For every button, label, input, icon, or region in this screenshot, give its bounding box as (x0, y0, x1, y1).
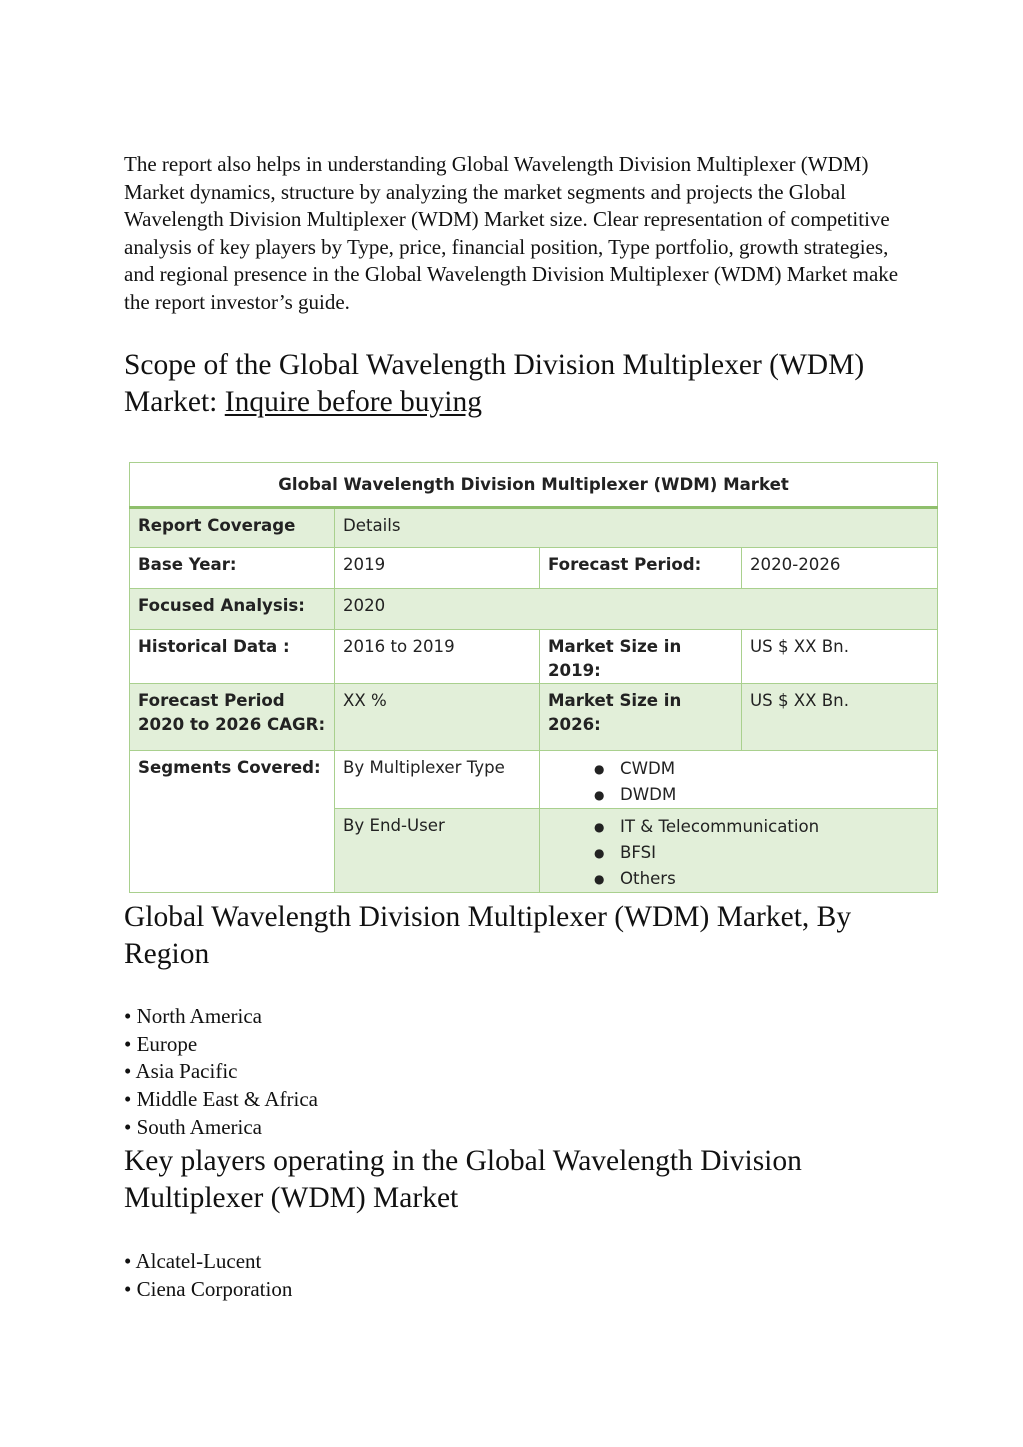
region-list (124, 1003, 318, 1142)
list-item: ● CWDM (566, 756, 929, 782)
players-list (124, 1248, 292, 1303)
historical-data-label: Historical Data : (130, 630, 335, 684)
region-heading: Global Wavelength Division Multiplexer (WDM) Market, By Region (124, 901, 852, 970)
table-row (130, 548, 938, 589)
list-item: • Ciena Corporation (124, 1276, 293, 1301)
table-row (130, 630, 938, 684)
inquire-link[interactable]: Inquire before buying (224, 385, 482, 418)
market-size-2026-value: US $ XX Bn. (742, 684, 938, 751)
report-coverage-label: Report Coverage (130, 508, 335, 548)
list-item: • South America (124, 1114, 262, 1139)
segment-items (540, 809, 938, 893)
table-title: Global Wavelength Division Multiplexer (WDM) Market (130, 463, 938, 508)
focused-analysis-value: 2020 (335, 589, 938, 630)
list-item: ● DWDM (566, 782, 929, 808)
table-row (130, 508, 938, 548)
list-item: ● Others (566, 866, 929, 892)
forecast-period-label: Forecast Period: (540, 548, 742, 589)
cagr-label: Forecast Period 2020 to 2026 CAGR: (130, 684, 335, 751)
market-size-2019-label: Market Size in 2019: (540, 630, 742, 684)
players-heading: Key players operating in the Global Wavelength Division Multiplexer (WDM) Market (124, 1145, 802, 1214)
list-item: ● BFSI (566, 840, 929, 866)
segment-name: By End-User (335, 809, 540, 893)
table-row (130, 751, 938, 809)
list-item: • Europe (124, 1031, 198, 1056)
details-label: Details (335, 508, 938, 548)
market-size-2019-value: US $ XX Bn. (742, 630, 938, 684)
table-row (130, 684, 938, 751)
historical-data-value: 2016 to 2019 (335, 630, 540, 684)
segments-covered-label: Segments Covered: (130, 751, 335, 893)
forecast-period-value: 2020-2026 (742, 548, 938, 589)
cagr-value: XX % (335, 684, 540, 751)
segment-items (540, 751, 938, 809)
scope-heading-text: Scope of the Global Wavelength Division Multiplexer (WDM) Market: (124, 349, 865, 418)
segment-name: By Multiplexer Type (335, 751, 540, 809)
intro-paragraph: The report also helps in understanding Global Wavelength Division Multiplexer (WDM) Market dynamics, structure by analyzing the market segments and projects the Global Wavelength Division Multiplexer (WDM) Market size. Clear representation of competitive analysis of key players by Type, price, financial position, Type portfolio, growth strategies, and regional presence in the Global Wavelength Division Multiplexer (WDM) Market make the report investor’s guide. (124, 152, 899, 314)
list-item: ● IT & Telecommunication (566, 814, 929, 840)
focused-analysis-label: Focused Analysis: (130, 589, 335, 630)
market-size-2026-label: Market Size in 2026: (540, 684, 742, 751)
scope-heading (124, 347, 904, 420)
list-item: • Asia Pacific (124, 1059, 238, 1084)
base-year-value: 2019 (335, 548, 540, 589)
report-coverage-table (129, 462, 938, 893)
list-item: • Middle East & Africa (124, 1087, 318, 1112)
list-item: • North America (124, 1004, 262, 1028)
table-row (130, 589, 938, 630)
table-title-row (130, 463, 938, 508)
base-year-label: Base Year: (130, 548, 335, 589)
list-item: • Alcatel-Lucent (124, 1249, 262, 1273)
